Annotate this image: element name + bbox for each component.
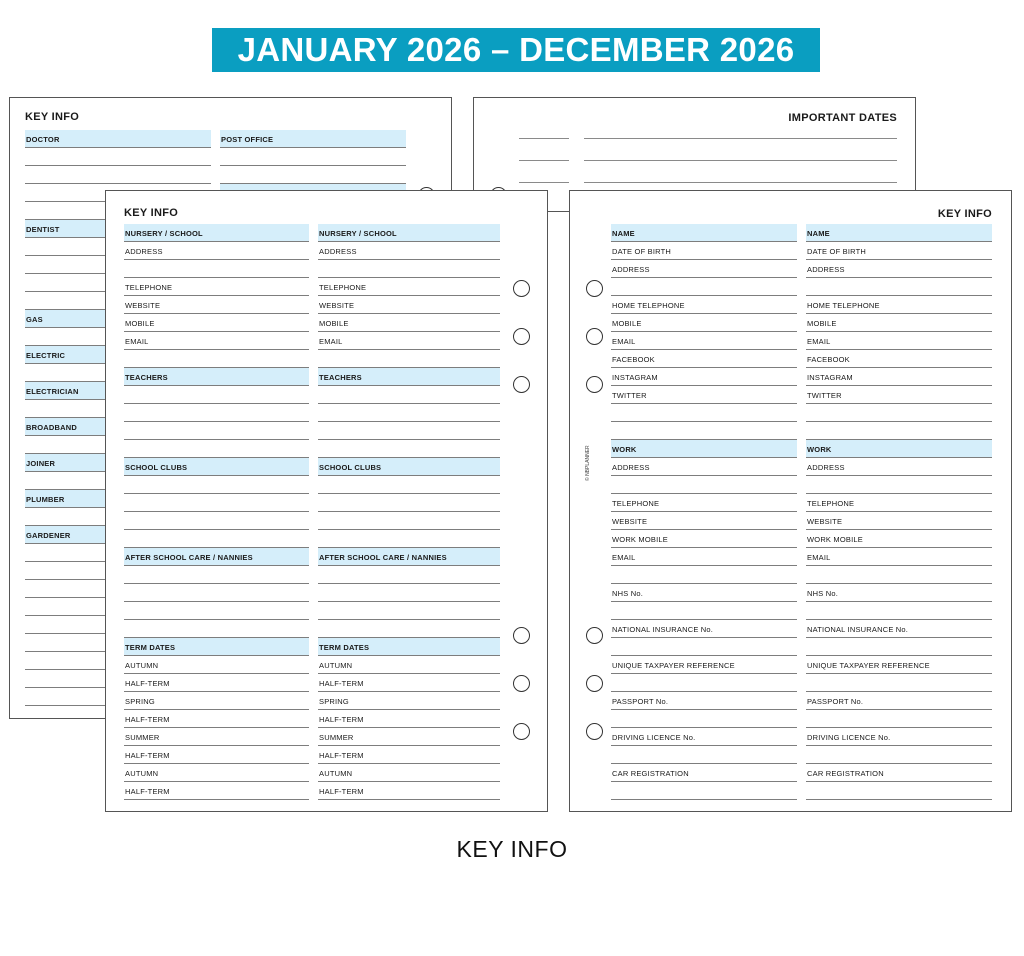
key-info-page-school <box>105 190 548 812</box>
section-header: DOCTOR <box>25 130 211 148</box>
form-row <box>318 386 500 404</box>
form-row <box>124 404 309 422</box>
form-row <box>611 278 797 296</box>
form-row <box>318 404 500 422</box>
form-row: ADDRESS <box>806 260 992 278</box>
form-row: TELEPHONE <box>124 278 309 296</box>
form-row: AUTUMN <box>124 656 309 674</box>
form-row: WEBSITE <box>124 296 309 314</box>
form-row: AUTUMN <box>318 656 500 674</box>
form-row: NHS No. <box>806 584 992 602</box>
section-header: TEACHERS <box>124 368 309 386</box>
form-row: ADDRESS <box>611 260 797 278</box>
form-row: SUMMER <box>318 728 500 746</box>
form-row: TELEPHONE <box>806 494 992 512</box>
form-row: ADDRESS <box>611 458 797 476</box>
form-row: HOME TELEPHONE <box>611 296 797 314</box>
form-row <box>611 746 797 764</box>
form-row: NHS No. <box>611 584 797 602</box>
form-row: HOME TELEPHONE <box>806 296 992 314</box>
form-row <box>806 674 992 692</box>
form-row <box>611 404 797 422</box>
section-header: JOINER <box>25 454 211 472</box>
form-row: AUTUMN <box>124 764 309 782</box>
form-row: HALF-TERM <box>124 674 309 692</box>
form-row: FACEBOOK <box>806 350 992 368</box>
form-row: HALF-TERM <box>124 746 309 764</box>
form-row: TWITTER <box>611 386 797 404</box>
form-row: EMAIL <box>124 332 309 350</box>
section-header: SCHOOL CLUBS <box>124 458 309 476</box>
form-row <box>318 440 500 458</box>
form-row <box>318 530 500 548</box>
section-header: SCHOOL CLUBS <box>318 458 500 476</box>
form-row: SPRING <box>124 692 309 710</box>
form-row <box>124 422 309 440</box>
form-row: TWITTER <box>806 386 992 404</box>
form-row: EMAIL <box>318 332 500 350</box>
form-row: SPRING <box>318 692 500 710</box>
punch-hole-icon <box>513 328 530 345</box>
form-row <box>25 148 211 166</box>
section-header: POST OFFICE <box>220 130 406 148</box>
form-row: INSTAGRAM <box>611 368 797 386</box>
form-row: WEBSITE <box>318 296 500 314</box>
form-row <box>806 710 992 728</box>
form-row <box>611 602 797 620</box>
form-row: MOBILE <box>318 314 500 332</box>
form-row <box>124 476 309 494</box>
form-row <box>220 166 406 184</box>
form-row <box>318 422 500 440</box>
form-row <box>124 584 309 602</box>
section-header: GAS <box>25 310 211 328</box>
form-row: TELEPHONE <box>318 278 500 296</box>
form-row: INSTAGRAM <box>806 368 992 386</box>
form-row: FACEBOOK <box>611 350 797 368</box>
form-row: NATIONAL INSURANCE No. <box>806 620 992 638</box>
form-row <box>611 476 797 494</box>
form-row <box>318 584 500 602</box>
form-row <box>124 602 309 620</box>
form-row <box>806 638 992 656</box>
section-header: NAME <box>611 224 797 242</box>
punch-hole-icon <box>586 675 603 692</box>
form-row: HALF-TERM <box>318 782 500 800</box>
form-row <box>806 746 992 764</box>
form-row: UNIQUE TAXPAYER REFERENCE <box>806 656 992 674</box>
form-row: HALF-TERM <box>318 746 500 764</box>
form-row <box>124 530 309 548</box>
punch-hole-icon <box>586 627 603 644</box>
form-row: HALF-TERM <box>318 674 500 692</box>
form-row <box>124 494 309 512</box>
punch-hole-icon <box>586 328 603 345</box>
form-row: CAR REGISTRATION <box>611 764 797 782</box>
section-header: BROADBAND <box>25 418 211 436</box>
form-row <box>318 494 500 512</box>
form-row <box>318 512 500 530</box>
form-row <box>611 566 797 584</box>
form-row <box>220 148 406 166</box>
form-row <box>611 638 797 656</box>
form-row: ADDRESS <box>318 242 500 260</box>
column-left <box>124 224 309 800</box>
form-row <box>806 566 992 584</box>
form-row <box>124 512 309 530</box>
section-header: AFTER SCHOOL CARE / NANNIES <box>318 548 500 566</box>
form-row <box>124 620 309 638</box>
punch-hole-icon <box>586 723 603 740</box>
key-info-page-personal <box>569 190 1012 812</box>
form-row: DRIVING LICENCE No. <box>611 728 797 746</box>
form-row: MOBILE <box>611 314 797 332</box>
section-header: WORK <box>806 440 992 458</box>
form-row: DATE OF BIRTH <box>806 242 992 260</box>
form-row: MOBILE <box>806 314 992 332</box>
punch-hole-icon <box>586 376 603 393</box>
form-row <box>806 476 992 494</box>
form-row <box>806 278 992 296</box>
section-header: AFTER SCHOOL CARE / NANNIES <box>124 548 309 566</box>
page-title: IMPORTANT DATES <box>788 112 897 124</box>
form-row <box>318 476 500 494</box>
section-header: TEACHERS <box>318 368 500 386</box>
section-header: DENTIST <box>25 220 211 238</box>
form-row <box>611 782 797 800</box>
punch-hole-icon <box>513 627 530 644</box>
section-header: WORK <box>611 440 797 458</box>
form-row <box>124 440 309 458</box>
section-header: ELECTRIC <box>25 346 211 364</box>
form-row <box>318 350 500 368</box>
form-row <box>806 404 992 422</box>
form-row: PASSPORT No. <box>806 692 992 710</box>
form-row <box>806 602 992 620</box>
section-header: TERM DATES <box>124 638 309 656</box>
section-header: ELECTRICIAN <box>25 382 211 400</box>
form-row <box>124 350 309 368</box>
form-row: EMAIL <box>611 548 797 566</box>
form-row <box>318 566 500 584</box>
form-row <box>806 422 992 440</box>
form-row: ADDRESS <box>806 458 992 476</box>
form-row <box>611 674 797 692</box>
caption: KEY INFO <box>456 836 568 862</box>
form-row <box>124 566 309 584</box>
form-row: EMAIL <box>806 548 992 566</box>
form-row: CAR REGISTRATION <box>806 764 992 782</box>
form-row: EMAIL <box>806 332 992 350</box>
form-row: AUTUMN <box>318 764 500 782</box>
brand-mark: © NBPLANNER <box>585 445 591 481</box>
form-row: WORK MOBILE <box>611 530 797 548</box>
punch-hole-icon <box>513 723 530 740</box>
form-row: WEBSITE <box>611 512 797 530</box>
column-right <box>806 224 992 800</box>
form-row <box>611 422 797 440</box>
form-row: NATIONAL INSURANCE No. <box>611 620 797 638</box>
form-row <box>318 260 500 278</box>
form-row <box>806 782 992 800</box>
column-left <box>611 224 797 800</box>
form-row <box>124 260 309 278</box>
form-row: HALF-TERM <box>318 710 500 728</box>
form-row: WEBSITE <box>806 512 992 530</box>
form-row: WORK MOBILE <box>806 530 992 548</box>
section-header: NAME <box>806 224 992 242</box>
form-row: EMAIL <box>611 332 797 350</box>
date-range-banner: JANUARY 2026 – DECEMBER 2026 <box>212 28 820 72</box>
page-title: KEY INFO <box>25 111 80 123</box>
page-title: KEY INFO <box>937 208 992 220</box>
section-header: TERM DATES <box>318 638 500 656</box>
form-row: HALF-TERM <box>124 782 309 800</box>
section-header: NURSERY / SCHOOL <box>124 224 309 242</box>
form-row: PASSPORT No. <box>611 692 797 710</box>
form-row: ADDRESS <box>124 242 309 260</box>
form-row <box>611 710 797 728</box>
section-header: GARDENER <box>25 526 211 544</box>
form-row <box>124 386 309 404</box>
punch-hole-icon <box>513 675 530 692</box>
column-right <box>318 224 500 800</box>
punch-hole-icon <box>513 280 530 297</box>
form-row <box>318 620 500 638</box>
form-row <box>25 166 211 184</box>
form-row: MOBILE <box>124 314 309 332</box>
form-row: UNIQUE TAXPAYER REFERENCE <box>611 656 797 674</box>
form-row: HALF-TERM <box>124 710 309 728</box>
section-header: PLUMBER <box>25 490 211 508</box>
page-title: KEY INFO <box>124 207 179 219</box>
form-row <box>318 602 500 620</box>
punch-hole-icon <box>513 376 530 393</box>
section-header: NURSERY / SCHOOL <box>318 224 500 242</box>
form-row: TELEPHONE <box>611 494 797 512</box>
form-row: DRIVING LICENCE No. <box>806 728 992 746</box>
form-row: SUMMER <box>124 728 309 746</box>
punch-hole-icon <box>586 280 603 297</box>
form-row: DATE OF BIRTH <box>611 242 797 260</box>
